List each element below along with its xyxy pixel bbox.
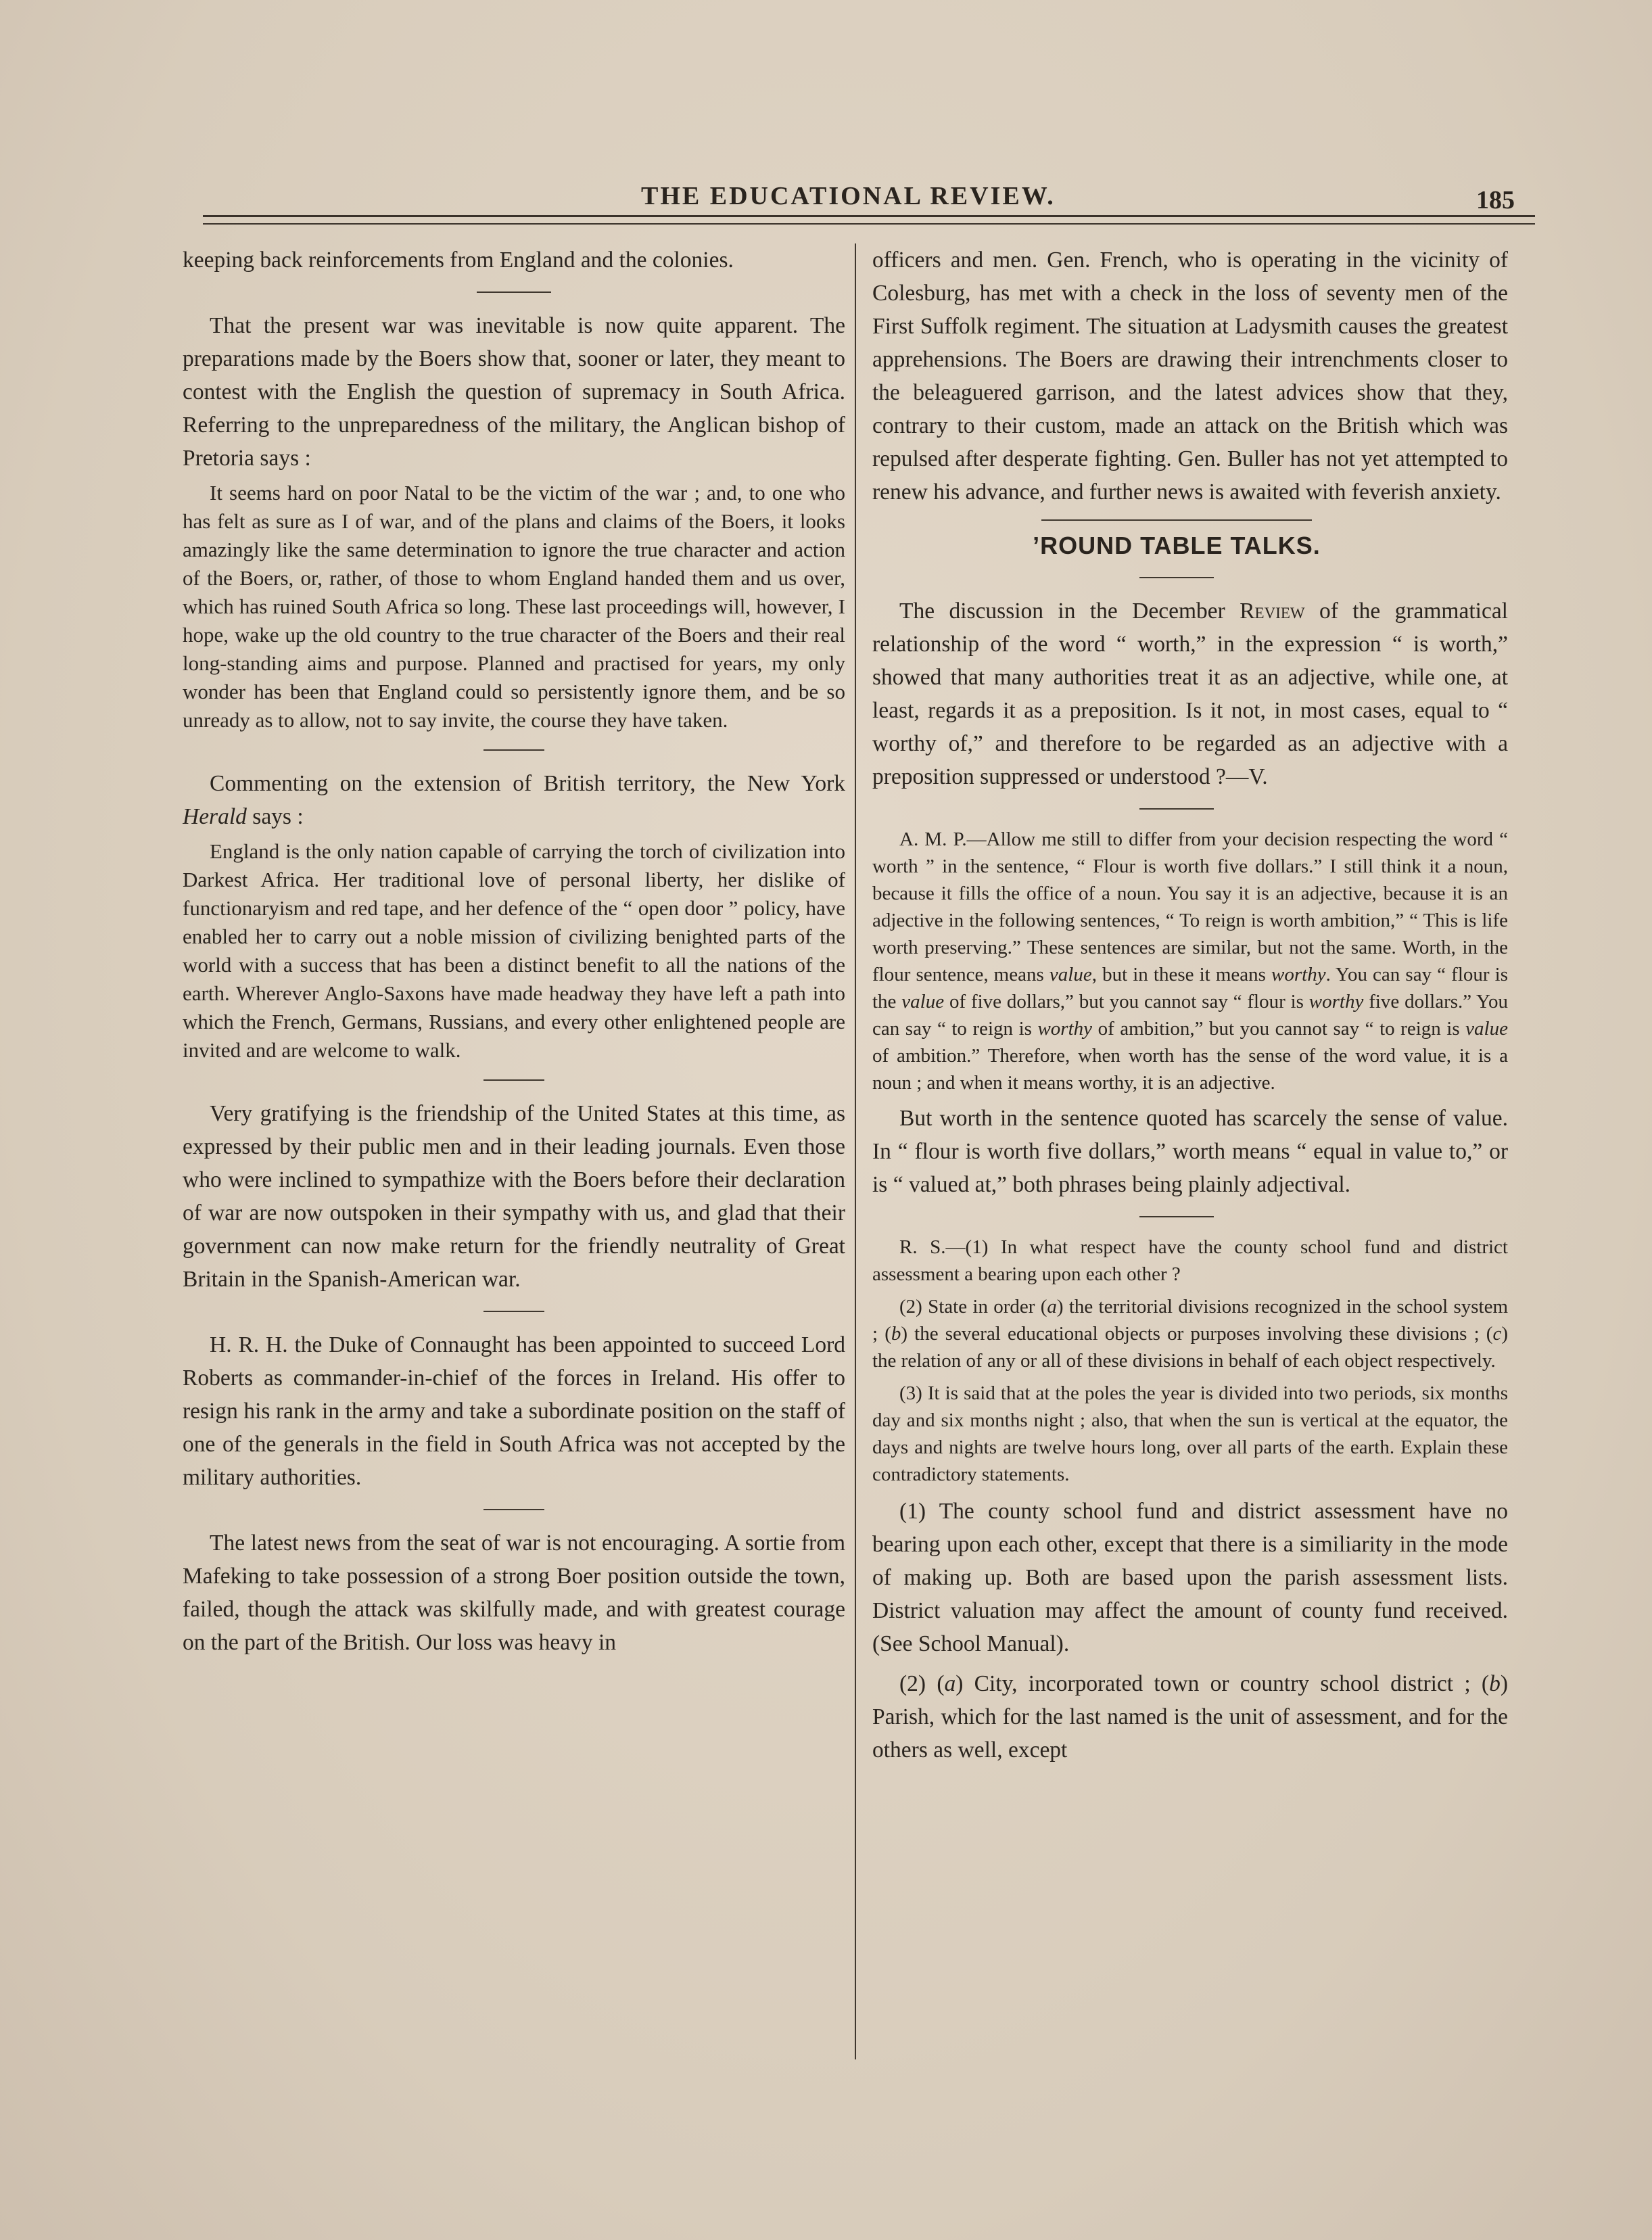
question-rs-3: (3) It is said that at the poles the year is divided into two periods, six months day and six months night ; also, that when the sun is vertical at the equator, the days and nights are twelve hours long, over all parts of the earth. Explain these contradictory statements.	[872, 1382, 1508, 1485]
separator	[1041, 519, 1312, 521]
amp-b: , but in these it means	[1091, 964, 1272, 985]
amp-worthy3: worthy	[1037, 1018, 1093, 1040]
answer-2	[845, 1667, 1508, 1767]
ans2-letter-b: b	[1489, 1671, 1501, 1696]
separator	[477, 291, 551, 293]
separator	[1139, 577, 1214, 578]
paragraph-herald-intro	[183, 767, 845, 833]
separator	[483, 1311, 544, 1312]
herald-intro-end: says :	[246, 804, 304, 829]
ans2-letter-a: a	[944, 1671, 956, 1696]
separator	[483, 1079, 544, 1081]
rs2-d: ) the relation of any or all of these divisions in behalf of each object respectively.	[872, 1323, 1508, 1372]
ans2-a: (2) (	[899, 1671, 945, 1696]
quote-new-york-herald: England is the only nation capable of carrying the torch of civilization into Darkest Africa. Her traditional love of personal liberty, her dislike of functionaryism and red tape, and her defence of the “ open door ” policy, have enabled her to carry out a noble mission of civilizing benighted parts of the world with a success that has been a distinct benefit to all the nations of the earth. Wherever Anglo-Saxons have made headway they have left a path into which the French, Germans, Russians, and every other enlightened people are invited and are welcome to walk.	[183, 839, 845, 1062]
right-column	[845, 243, 1508, 2103]
rt1-text-a: The discussion in the December	[899, 599, 1240, 624]
rs2-c: ) the several educational objects or purposes involving these divisions ; (	[901, 1323, 1493, 1345]
amp-g: of ambition.” Therefore, when worth has the sense of the word value, it is a noun ; and when it means worthy, it is an adjective.	[872, 1045, 1508, 1094]
amp-value3: value	[1465, 1018, 1508, 1040]
rt1-text-b: of the grammatical relationship of the word “ worth,” in the expression “ is worth,” showed that many authorities treat it as an adjective, while one, at least, regards it as a preposition. Is it not, in most cases, equal to “ worthy of,” and therefore to be regarded as an adjective with a preposition suppressed or understood ?—V.	[872, 599, 1508, 789]
rs2-b: ) the territorial divisions recognized in the school system ; (	[872, 1296, 1508, 1345]
separator	[1139, 1216, 1214, 1217]
page-number: 185	[1476, 186, 1515, 214]
paragraph-worth-discussion	[845, 594, 1508, 793]
rs2-letter-c: c	[1492, 1323, 1502, 1345]
paragraph-united-states: Very gratifying is the friendship of the United States at this time, as expressed by their public men and in their leading journals. Even those who were inclined to sympathize with the Boers before their declaration of war are now outspoken in their sympathy with us, and glad that their government can now make return for the friendly neutrality of Great Britain in the Spanish-American war.	[183, 1101, 845, 1292]
quote-bishop-pretoria: It seems hard on poor Natal to be the victim of the war ; and, to one who has felt as sure as I of war, and of the plans and claims of the Boers, it looks amazingly like the same determination to ignore the true character and action of the Boers, or, rather, of those to whom England handed them and us over, which has ruined South Africa so long. These last proceedings will, however, I hope, wake up the old country to the true character of the Boers and their real long-standing aims and purpose. Planned and practised for years, my only wonder has been that England could so persistently ignore them, and be so unready as to allow, not to say invite, the course they have taken.	[183, 481, 845, 732]
amp-c: . You can say “ flour is the	[872, 964, 1508, 1012]
amp-worthy2: worthy	[1308, 991, 1364, 1012]
rs2-letter-a: a	[1047, 1296, 1057, 1317]
header-rule	[203, 215, 1535, 225]
separator	[483, 1509, 544, 1510]
amp-value1: value	[1049, 964, 1092, 985]
herald-intro-text: Commenting on the extension of British territory, the New York	[210, 771, 845, 796]
section-heading-round-table: ’ROUND TABLE TALKS.	[1033, 532, 1321, 559]
rs2-letter-b: b	[891, 1323, 901, 1345]
answer-1: (1) The county school fund and district assessment have no bearing upon each other, except that there is a similiarity in the mode of making up. Both are based upon the parish assessment lists. District valuation may affect the amount of county fund received. (See School Manual).	[872, 1499, 1508, 1656]
paragraph-latest-news: The latest news from the seat of war is not encouraging. A sortie from Mafeking to take possession of a strong Boer position outside the town, failed, though the attack was skilfully made, and with greatest courage on the part of the British. Our loss was heavy in	[183, 1531, 845, 1655]
review-smallcaps: Review	[1240, 599, 1305, 624]
separator	[1139, 808, 1214, 810]
paragraph-war-inevitable: That the present war was inevitable is now quite apparent. The preparations made by the Boers show that, sooner or later, they meant to contest with the English the question of supremacy in South Africa. Referring to the unpreparedness of the military, the Anglican bishop of Pretoria says :	[183, 313, 845, 471]
letter-amp	[845, 826, 1508, 1096]
amp-f: of ambition,” but you cannot say “ to reign is	[1092, 1018, 1466, 1040]
paragraph-continued: keeping back reinforcements from England and the colonies.	[183, 248, 734, 273]
separator	[483, 749, 544, 751]
ans2-c: ) Parish, which for the last named is the unit of assessment, and for the others as well, except	[872, 1671, 1508, 1763]
amp-a: A. M. P.—Allow me still to differ from your decision respecting the word “ worth ” in the sentence, “ Flour is worth five dollars.” I still think it a noun, because it fills the office of a noun. You say it is an adjective, because it is an adjective in the following sentences, “ To reign is worth ambition,” “ This is life worth preserving.” These sentences are similar, but not the same. Worth, in the flour sentence, means	[872, 829, 1508, 985]
herald-name: Herald	[183, 804, 247, 829]
paragraph-duke-connaught: H. R. H. the Duke of Connaught has been appointed to succeed Lord Roberts as commander-in-chief of the forces in Ireland. His offer to resign his rank in the army and take a subordinate position on the staff of one of the generals in the field in South Africa was not accepted by the military authorities.	[183, 1332, 845, 1490]
amp-worthy1: worthy	[1271, 964, 1326, 985]
question-rs-2	[845, 1293, 1508, 1374]
question-rs-1: R. S.—(1) In what respect have the county school fund and district assessment a bearing upon each other ?	[872, 1236, 1508, 1285]
left-column	[183, 243, 845, 2103]
journal-title: THE EDUCATIONAL REVIEW.	[641, 182, 1056, 210]
amp-value2: value	[901, 991, 945, 1012]
paragraph-officers-men: officers and men. Gen. French, who is operating in the vicinity of Colesburg, has met with a check in the loss of seventy men of the First Suffolk regiment. The situation at Ladysmith causes the greatest apprehensions. The Boers are drawing their intrenchments closer to the beleaguered garrison, and the latest advices show that they, contrary to their custom, made an attack on the British which was repulsed after desperate fighting. Gen. Buller has not yet attempted to renew his advance, and further news is awaited with feverish anxiety.	[872, 248, 1508, 505]
paragraph-worth-reply: But worth in the sentence quoted has scarcely the sense of value. In “ flour is worth five dollars,” worth means “ equal in value to,” or is “ valued at,” both phrases being plainly adjectival.	[872, 1106, 1508, 1197]
amp-e: five dollars.” You can say “ to reign is	[872, 991, 1508, 1040]
rs2-a: (2) State in order (	[899, 1296, 1047, 1317]
ans2-b: ) City, incorporated town or country school district ; (	[955, 1671, 1490, 1696]
amp-d: of five dollars,” but you cannot say “ flour is	[944, 991, 1309, 1012]
